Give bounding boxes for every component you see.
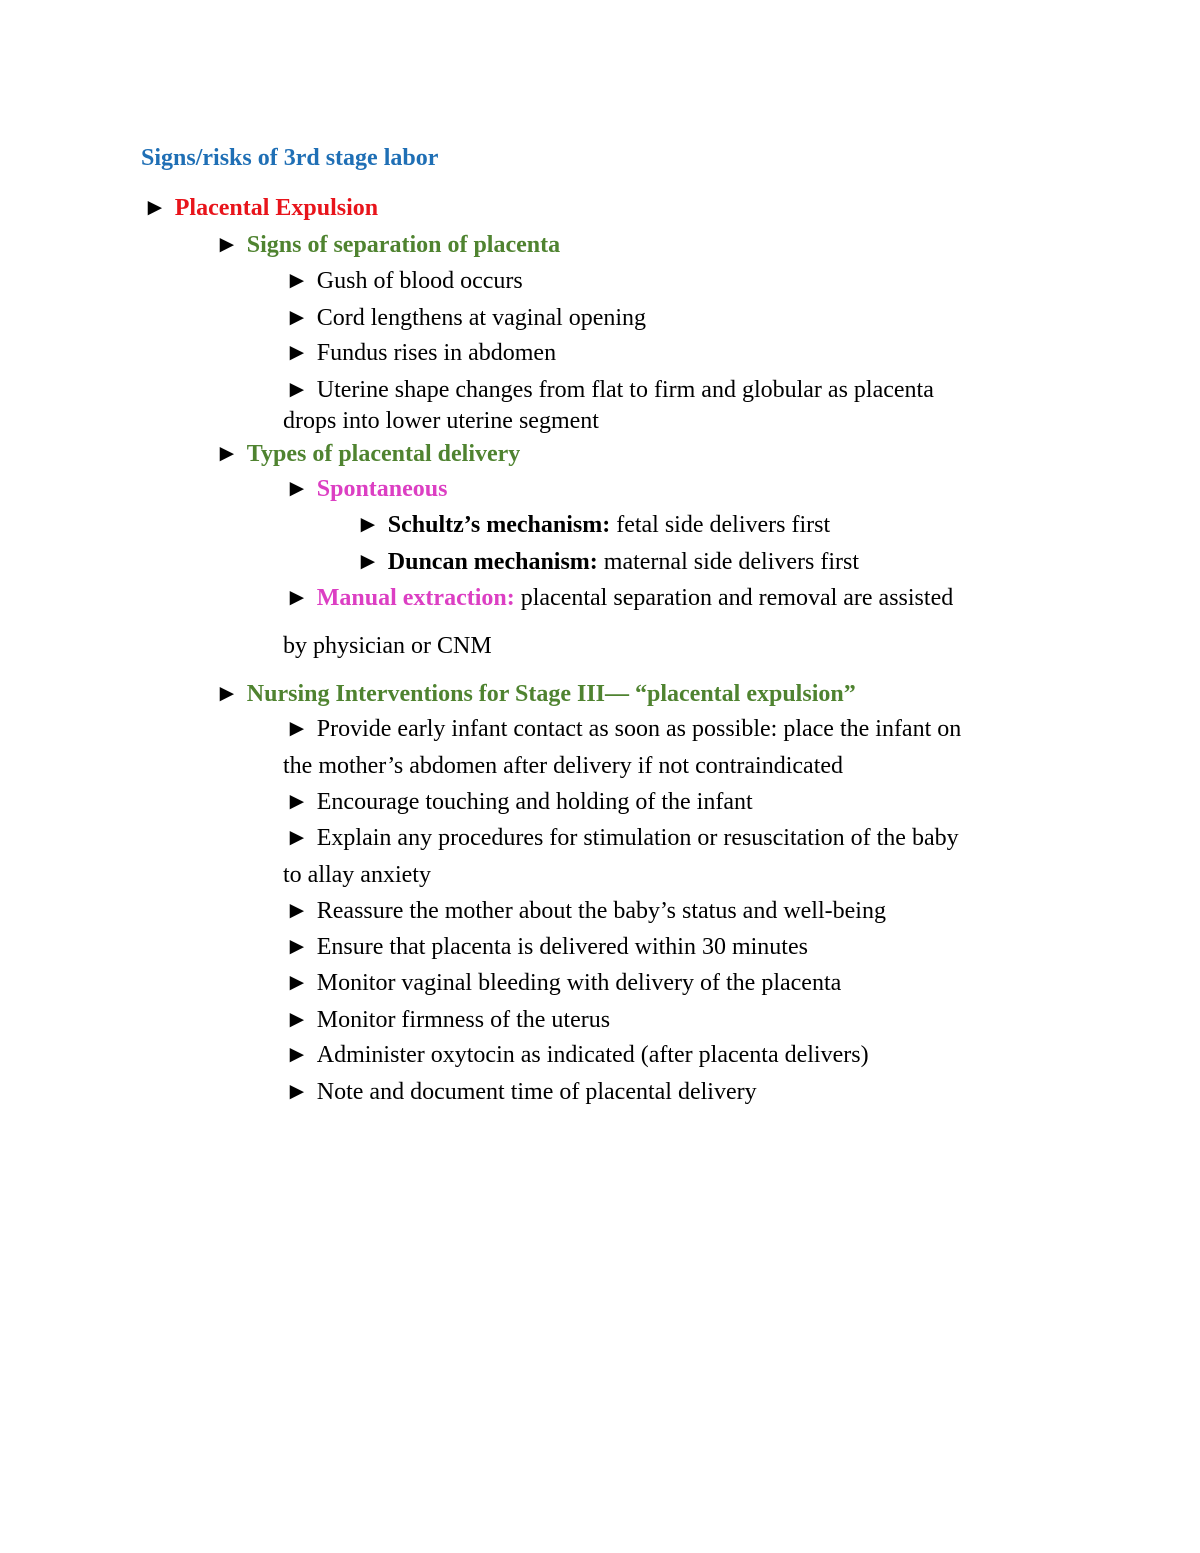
subsection-heading: Types of placental delivery	[246, 441, 521, 467]
list-item-spontaneous	[285, 474, 448, 504]
subsection-nursing	[215, 679, 856, 709]
bullet-arrow-icon: ►	[285, 1079, 309, 1105]
list-item-text: Gush of blood occurs	[316, 268, 523, 294]
list-item-continuation: by physician or CNM	[283, 633, 492, 659]
list-item-schultz	[356, 510, 830, 540]
list-item-text: Encourage touching and holding of the infant	[316, 789, 753, 815]
list-item	[285, 266, 523, 296]
spontaneous-label: Spontaneous	[316, 476, 448, 502]
list-item	[285, 896, 886, 926]
list-item	[285, 1040, 869, 1070]
duncan-text: maternal side delivers first	[597, 549, 860, 575]
subsection-signs	[215, 230, 560, 260]
bullet-arrow-icon: ►	[285, 1042, 309, 1068]
subsection-heading: Signs of separation of placenta	[246, 232, 561, 258]
list-item	[285, 375, 934, 405]
manual-label: Manual extraction:	[316, 585, 515, 611]
subsection-heading: Nursing Interventions for Stage III— “placental expulsion”	[246, 681, 856, 707]
bullet-arrow-icon: ►	[285, 898, 309, 924]
list-item	[285, 932, 808, 962]
subsection-types	[215, 439, 520, 469]
bullet-arrow-icon: ►	[285, 340, 309, 366]
list-item-manual	[285, 583, 953, 613]
list-item-text: Reassure the mother about the baby’s status and well-being	[316, 898, 886, 924]
list-item-text: Monitor vaginal bleeding with delivery of the placenta	[316, 970, 842, 996]
list-item-text: Cord lengthens at vaginal opening	[316, 305, 647, 331]
list-item-text: Ensure that placenta is delivered within 30 minutes	[316, 934, 808, 960]
bullet-arrow-icon: ►	[285, 970, 309, 996]
list-item-text: Provide early infant contact as soon as possible: place the infant on	[316, 716, 962, 742]
manual-text: placental separation and removal are assisted	[514, 585, 954, 611]
bullet-arrow-icon: ►	[285, 934, 309, 960]
list-item	[285, 303, 646, 333]
bullet-arrow-icon: ►	[285, 476, 309, 502]
list-item	[285, 823, 959, 853]
list-item	[285, 714, 961, 744]
bullet-arrow-icon: ►	[285, 1007, 309, 1033]
list-item-duncan	[356, 547, 859, 577]
list-item-text: Explain any procedures for stimulation or resuscitation of the baby	[316, 825, 959, 851]
list-item	[285, 1005, 610, 1035]
bullet-arrow-icon: ►	[356, 549, 380, 575]
schultz-text: fetal side delivers first	[610, 512, 831, 538]
bullet-arrow-icon: ►	[215, 681, 239, 707]
list-item	[285, 338, 556, 368]
list-item-text: Administer oxytocin as indicated (after placenta delivers)	[316, 1042, 869, 1068]
page-title: Signs/risks of 3rd stage labor	[141, 145, 439, 171]
section-heading: Placental Expulsion	[174, 195, 379, 221]
list-item	[285, 968, 841, 998]
bullet-arrow-icon: ►	[215, 232, 239, 258]
bullet-arrow-icon: ►	[285, 716, 309, 742]
list-item-continuation: to allay anxiety	[283, 862, 431, 888]
bullet-arrow-icon: ►	[356, 512, 380, 538]
schultz-label: Schultz’s mechanism:	[387, 512, 611, 538]
bullet-arrow-icon: ►	[285, 377, 309, 403]
list-item-text: Uterine shape changes from flat to firm and globular as placenta	[316, 377, 934, 403]
list-item-continuation: the mother’s abdomen after delivery if not contraindicated	[283, 753, 844, 779]
section-placental-expulsion	[143, 193, 378, 223]
bullet-arrow-icon: ►	[215, 441, 239, 467]
list-item	[285, 787, 753, 817]
list-item-text: Monitor firmness of the uterus	[316, 1007, 611, 1033]
bullet-arrow-icon: ►	[285, 789, 309, 815]
bullet-arrow-icon: ►	[285, 825, 309, 851]
bullet-arrow-icon: ►	[143, 195, 167, 221]
list-item-continuation: drops into lower uterine segment	[283, 408, 599, 434]
list-item-text: Note and document time of placental delivery	[316, 1079, 757, 1105]
list-item-text: Fundus rises in abdomen	[316, 340, 557, 366]
duncan-label: Duncan mechanism:	[387, 549, 598, 575]
bullet-arrow-icon: ►	[285, 305, 309, 331]
list-item	[285, 1077, 757, 1107]
bullet-arrow-icon: ►	[285, 268, 309, 294]
bullet-arrow-icon: ►	[285, 585, 309, 611]
